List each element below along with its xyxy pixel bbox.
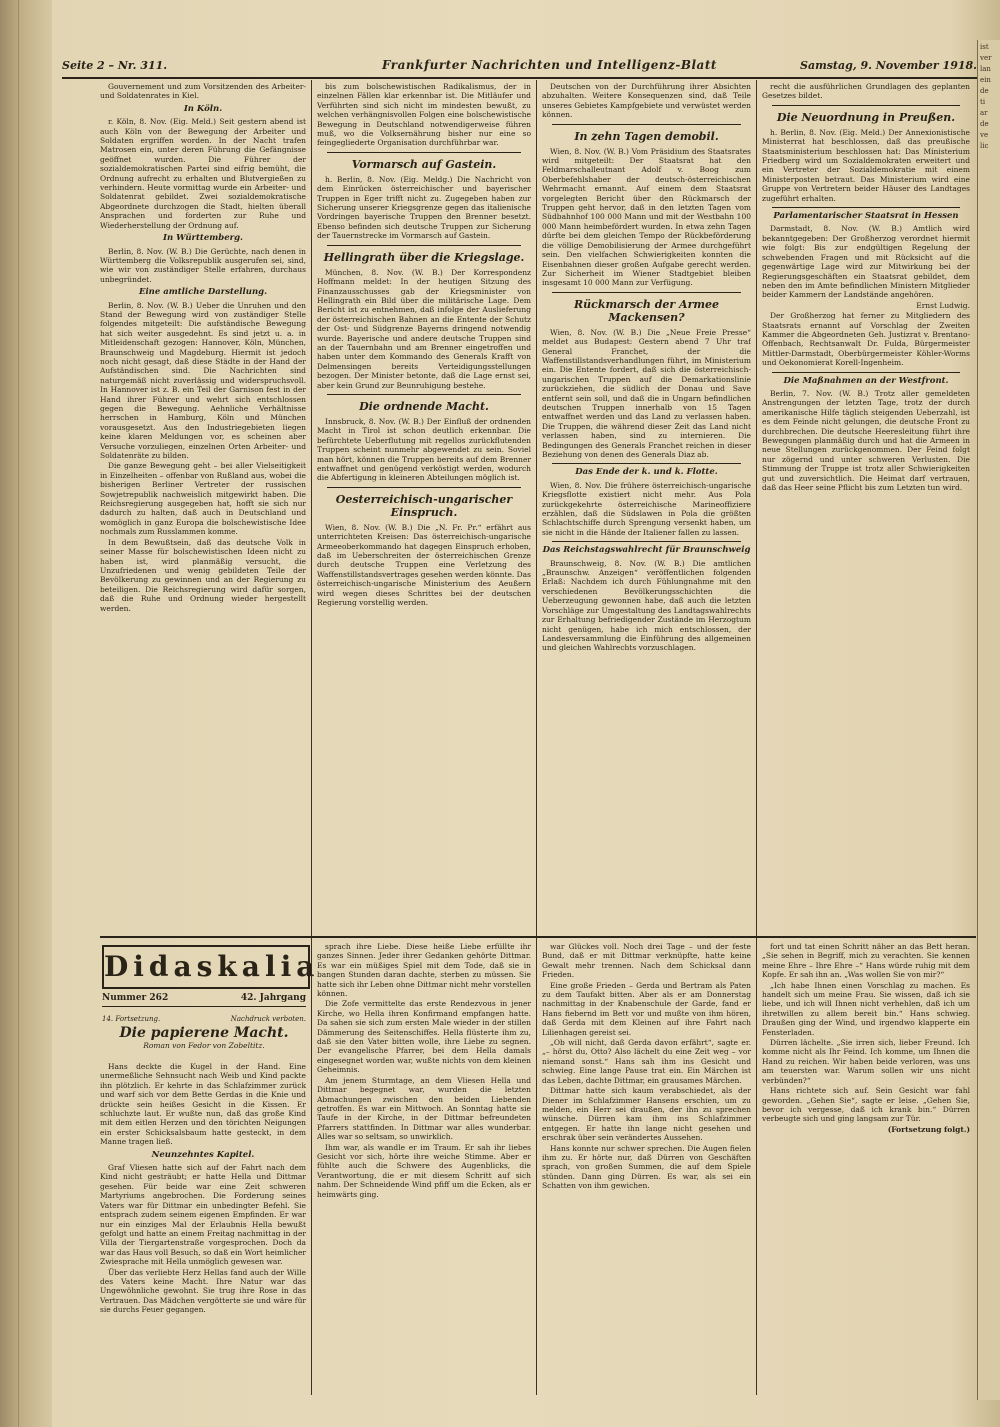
continuation-notice: (Fortsetzung folgt.) [887, 1124, 970, 1134]
article-text: Innsbruck, 8. Nov. (W. B.) Der Einfluß der ordnenden Macht in Tirol ist schon deutlich erkennbar. Die befürchtete Ueberflutung mit regellos zurückflutenden Truppen scheint nunmehr abgewendet zu sein. Soviel man hört, können die Truppen bereits auf dem Brenner entwaffnet und genügend verköstigt werden, wodurch die Abfertigung in kleineren Abteilungen möglich ist. [317, 416, 531, 483]
article-headline: In Württemberg. [163, 233, 243, 244]
article-text: h. Berlin, 8. Nov. (Eig. Meldg.) Die Nachricht von dem Einrücken österreichischer und bayerischer Truppen in Eger trifft nicht zu. Zugegeben haben zur Sicherung unserer Kriegsgrenze gegen das italienische Vordringen bayerische Truppen den Brenner besetzt. Ebenso befinden sich deutsche Truppen zur Sicherung der Tauernstrecke im Vormarsch auf Gastein. [317, 174, 531, 241]
page-number: Seite 2 – Nr. 311. [62, 59, 168, 72]
novel-text: Dürren lächelte. „Sie irren sich, lieber Freund. Ich komme nicht als Ihr Feind. Ich komme, um Ihnen die Hand zu reichen. Wir haben beide verloren, was uns am teuersten war. Warum sollen wir uns nicht verbünden?“ [762, 1038, 970, 1085]
signature-line: Ernst Ludwig. [916, 300, 970, 310]
article-text: Der Großherzog hat ferner zu Mitgliedern des Staatsrats ernannt auf Vorschlag der Zweiten Kammer die Abgeordneten Geh. Justizrat v. Brentano-Offenbach, Rechtsanwalt Dr. Fulda, Bürgermeister Mittler-Darmstadt, Oberbürgermeister Köhler-Worms und Oekonomierat Korell-Ingenheim. [762, 311, 970, 368]
page-header [62, 55, 977, 79]
article-text: Die ganze Bewegung geht – bei aller Vielseitigkeit in Einzelheiten – offenbar von Rußland aus, wobei die bisherigen Berliner Vertreter der russischen Sowjetrepublik nachweislich mitgewirkt haben. Die Reichsregierung ausgegeben hat, hofft sie sich nur dadurch zu halten, daß auch in Deutschland und womöglich in ganz Europa die bolschewistische Idee nochmals zum Russlammen komme. [100, 461, 306, 537]
article-separator [772, 207, 960, 208]
novel-text: Hans deckte die Kugel in der Hand. Eine unermeßliche Sehnsucht nach Weib und Kind packte ihn plötzlich. Er kehrte in das Schlafzimmer zurück und warf sich vor dem Bette Gerdas in die Knie und drückte sein heißes Gesicht in die Kissen. Er schluchzte laut. Er wußte nun, daß das große Kind mit dem eitlen Herzen und den törichten Neigungen ein erster Schicksalsbaum hatte gesteckt, in dem Manne tragen ließ. [100, 1062, 306, 1147]
article-text: Berlin, 8. Nov. (W. B.) Die Gerüchte, nach denen in Württemberg die Volksrepublik ausgerufen sei, sind, wie wir von zuständiger Stelle erfahren, durchaus unbegründet. [100, 246, 306, 284]
article-headline: In zehn Tagen demobil. [574, 129, 719, 143]
novel-text: Ihm war, als wandle er im Traum. Er sah ihr liebes Gesicht vor sich, hörte ihre weiche Stimme. Aber er fühlte auch die Schwere des Augenblicks, die Verantwortung, die er mit diesem Schritt auf sich nahm. Der Schneidende Wind pfiff um die Ecken, als er heimwärts ging. [317, 1142, 531, 1199]
newspaper-title: Frankfurter Nachrichten und Intelligenz-Blatt [382, 58, 717, 72]
article-text: Gouvernement und zum Vorsitzenden des Arbeiter- und Soldatenrates in Kiel. [100, 82, 306, 101]
novel-title: Die papierene Macht. [119, 1025, 289, 1041]
adjacent-page-strip [977, 40, 1000, 1400]
feuilleton-column-1 [100, 1062, 306, 1402]
novel-text: fort und tat einen Schritt näher an das Bett heran. „Sie sehen in Begriff, mich zu verachten. Sie kennen meine Ehre – Ihre Ehre –“ Hans würde ruhig mit dem Kopfe. Er sah ihn an. „Was wollen Sie von mir?“ [762, 942, 970, 980]
article-text: h. Berlin, 8. Nov. (Eig. Meld.) Der Annexionistische Ministerrat hat beschlossen, daß das preußische Staatsministerium beschlossen hat: Das Ministerium Friedberg wird um Sozialdemokraten erweitert und ein Vertreter der Sozialdemokratie mit einem Ministerposten betraut. Das Ministerium wird eine Gruppe von Vertretern beider Häuser des Landtages zugeführt erhalten. [762, 127, 970, 203]
article-headline: Die Neuordnung in Preußen. [776, 110, 956, 124]
feuilleton-divider [100, 936, 976, 938]
article-separator [327, 152, 521, 153]
novel-author: Roman von Fedor von Zobeltitz. [143, 1041, 265, 1050]
article-text: recht die ausführlichen Grundlagen des geplanten Gesetzes bildet. [762, 82, 970, 101]
novel-text: Die Zofe vermittelte das erste Rendezvous in jener Kirche, wo Hella ihren Konfirmand empfangen hatte. Da sahen sie sich zum ersten Male wieder in der stillen Dämmerung des Seitenschiffes. Hella flüsterte ihm zu, daß sie den Vater bitten wolle, ihre Liebe zu segnen. Der evangelische Pfarrer, bei dem Hella damals eingesegnet worden war, wußte nichts von dem kleinen Geheimnis. [317, 999, 531, 1075]
article-separator [772, 372, 960, 373]
strip-fragment: ve [980, 131, 989, 139]
serial-meta [102, 1015, 306, 1023]
feuilleton-column-4 [762, 942, 970, 1400]
novel-text: „Ob will nicht, daß Gerda davon erfährt“, sagte er. „– hörst du, Otto? Also lächelt du eine Zeit weg – vor niemand sonst.“ Hans sah ihm ins Gesicht und schwieg. Eine lange Pause trat ein. Ein Märchen ist das Leben, dachte Dittmar, ein grausames Märchen. [542, 1038, 751, 1085]
article-text: bis zum bolschewistischen Radikalismus, der in einzelnen Fällen klar erkennbar ist. Die Mitläufer und Verführten sind sich nicht im mindesten bewußt, zu welchen verhängnisvollen Folgen eine bolschewistische Bewegung in Deutschland notwendigerweise führen muß, wo die Volksernährung bisher nur eine so feingegliederte Organisation durchführbar war. [317, 82, 531, 148]
strip-fragment: de [980, 120, 989, 128]
article-separator [327, 394, 521, 395]
article-text: Wien, 8. Nov. (W. B.) Die „N. Fr. Pr.“ erfährt aus unterrichteten Kreisen: Das österreichisch-ungarische Armeeoberkommando hat dagegen Einspruch erhoben, daß im Ueberschreiten der österreichischen Grenze durch deutsche Truppen eine Verletzung des Waffenstillstandsvertrages gesehen werden könnte. Das österreichisch-ungarische Ministerium des Aeußern wird wegen dieses Schrittes bei der deutschen Regierung vorstellig werden. [317, 522, 531, 608]
novel-text: Über das verliebte Herz Hellas fand auch der Wille des Vaters keine Macht. Ihre Natur war das Ungewöhnliche gewohnt. Sie trug ihre Rose in das Vertrauen. Das Mädchen vergötterte sie und wäre für sie durchs Feuer gegangen. [100, 1267, 306, 1315]
strip-fragment: ein [980, 76, 991, 84]
novel-text: „Ich habe Ihnen einen Vorschlag zu machen. Es handelt sich um meine Frau. Sie wissen, daß ich sie liebe, und ich will Ihnen nicht verhehlen, daß ich um ihretwillen zu allem bereit bin.“ Hans schwieg. Draußen ging der Wind, und irgendwo klapperte ein Fensterladen. [762, 980, 970, 1037]
article-separator [552, 541, 741, 542]
novel-text: Hans richtete sich auf. Sein Gesicht war fahl geworden. „Gehen Sie“, sagte er leise. „Gehen Sie, bevor ich vergesse, daß ich krank bin.“ Dürren verbeugte sich und ging langsam zur Tür. [762, 1086, 970, 1124]
strip-fragment: lic [980, 142, 989, 150]
article-text: Darmstadt, 8. Nov. (W. B.) Amtlich wird bekanntgegeben: Der Großherzog verordnet hiermit wie folgt: Bis zur endgültigen Regelung der schwebenden Fragen und mit Rücksicht auf die gegenwärtige Lage wird zur Mitwirkung bei der Regierungsgeschäften ein Staatsrat gebildet, dem neben den im Amte befindlichen Ministern Mitglieder beider Kammern der Landstände angehören. [762, 224, 970, 300]
novel-text: Graf Vliesen hatte sich auf der Fahrt nach dem Kind nicht gesträubt; er hatte Hella und Dittmar gesehen. Für beide war eine Zeit schweren Martyriums angebrochen. Die Forderung seines Vaters war für Dittmar ein unbedingter Befehl. Sie entsprach zudem seinem eigenen Empfinden. Er war nur ein einziges Mal der Erlaubnis Hella bewußt gefolgt und hatte an einem Freitag nachmittag in der Villa der Tiergartenstraße vorgesprochen. Doch da war das Haus voll Besuch, so daß ein Wort heimlicher Zwiesprache mit Hella unmöglich gewesen war. [100, 1163, 306, 1267]
news-column-4 [762, 82, 970, 932]
article-headline: Parlamentarischer Staatsrat in Hessen [773, 211, 959, 222]
serial-novel-header [102, 1015, 306, 1050]
column-rule [311, 80, 312, 940]
article-separator [552, 292, 741, 293]
novel-text: war Glückes voll. Noch drei Tage – und der feste Bund, daß er mit Dittmar verknüpfte, hatte keine Gewalt mehr trennen. Nach dem Schicksal dann Frieden. [542, 942, 751, 980]
column-rule [311, 940, 312, 1395]
article-headline: Die ordnende Macht. [359, 399, 489, 413]
column-rule [536, 940, 537, 1395]
issue-date: Samstag, 9. November 1918. [800, 59, 977, 72]
article-separator [552, 124, 741, 125]
article-separator [552, 463, 741, 464]
feuilleton-column-3 [542, 942, 751, 1400]
article-text: Wien, 8. Nov. (W. B.) Die „Neue Freie Presse“ meldet aus Budapest: Gestern abend 7 Uhr traf General Franchet, der die Waffenstillstandsverhandlungen führt, im Ministerium ein. Die Entente fordert, daß sich die österreichisch-ungarischen Truppen auf die Demarkationslinie zurückziehen, die südlich der Donau und Save entfernt sein soll, und daß die in Ungarn befindlichen deutschen Truppen innerhalb von 15 Tagen entwaffnet werden und das Land zu verlassen haben. Die Truppen, die während dieser Zeit das Land nicht verlassen haben, sind zu internieren. Die Bedingungen des Generals Franchet reichen in dieser Beziehung von denen des Generals Diaz ab. [542, 327, 751, 459]
article-text: Braunschweig, 8. Nov. (W. B.) Die amtlichen „Braunschw. Anzeigen“ veröffentlichen folgenden Erlaß: Nachdem ich durch Fühlungnahme mit den verschiedenen Bevölkerungsschichten die Ueberzeugung gewonnen habe, daß auch die letzten Vorschläge zur Umgestaltung des Landtagswahlrechts zur Erhaltung befriedigender Zustände im Herzogtum nicht genügen, habe ich mich entschlossen, der Landesversammlung die Einführung des allgemeinen und gleichen Wahlrechts vorzuschlagen. [542, 558, 751, 653]
article-text: München, 8. Nov. (W. B.) Der Korrespondenz Hoffmann meldet: In der heutigen Sitzung des Finanzausschusses gab der Kriegsminister von Hellingrath ein Bild über die militärische Lage. Dem Bericht ist zu entnehmen, daß infolge der Auslieferung der österreichischen Bahnen an die Entente der Schutz der Ost- und Südgrenze Bayerns dringend notwendig wurde. Bayerische und andere deutsche Truppen sind an der Tauernbahn und am Brenner eingetroffen und haben unter dem Kommando des Generals Krafft von Delmensingen bereits Verteidigungsstellungen bezogen. Der Minister betonte, daß die Lage ernst sei, aber kein Grund zur Beunruhigung bestehe. [317, 267, 531, 390]
article-separator [327, 487, 521, 488]
article-headline: Vormarsch auf Gastein. [351, 157, 497, 171]
reprint-notice: Nachdruck verboten. [230, 1015, 306, 1023]
chapter-heading: Neunzehntes Kapitel. [151, 1149, 255, 1160]
novel-text: Hans konnte nur schwer sprechen. Die Augen fielen ihm zu. Er hörte nur, daß Dürren von Geschäften sprach, von großen Summen, die auf dem Spiele stünden. Dann ging Dürren. Es war, als sei ein Schatten von ihm gewichen. [542, 1143, 751, 1191]
issue-number: Nummer 262 [102, 993, 169, 1003]
novel-text: Eine große Frieden – Gerda und Bertram als Paten zu dem Taufakt bitten. Aber als er am Donnerstag nachmittag in der Knabenschule der Garde, fand er Hans fiebernd im Bett vor und mußte von ihm hören, daß Gerda mit dem Kleinen auf ihre Fahrt nach Lilienhagen gereist sei. [542, 980, 751, 1037]
article-headline: Hellingrath über die Kriegslage. [323, 250, 525, 264]
binding-spine [0, 0, 52, 1427]
article-headline: Das Reichstagswahlrecht für Braunschweig [542, 545, 751, 556]
strip-fragment: ar [980, 109, 988, 117]
novel-text: Am jenem Sturmtage, an dem Vliesen Hella und Dittmar begegnet war, wurden die letzten Abmachungen zwischen den beiden Liebenden getroffen. Es war ein Mittwoch. An Sonntag hatte sie Taufe in der Kirche, in der Dittmar befreundeten Pfarrers stattfinden. In Dittmar war alles wunderbar. Alles war so seltsam, so unwirklich. [317, 1075, 531, 1142]
installment-label: 14. Fortsetzung. [102, 1015, 161, 1023]
didaskalia-masthead [102, 945, 320, 989]
volume-year: 42. Jahrgang [240, 993, 306, 1003]
article-headline: Oesterreichisch-ungarischer Einspruch. [335, 492, 513, 519]
article-headline: Eine amtliche Darstellung. [138, 287, 268, 298]
article-text: In dem Bewußtsein, daß das deutsche Volk in seiner Masse für bolschewistischen Ideen nicht zu haben ist, wird planmäßig versucht, die Unzufriedenen und wenig gebildeten Teile der Bevölkerung zu gewinnen und an der Regierung zu beteiligen. Die Reichsregierung wird dafür sorgen, daß die Ruhe und Ordnung wieder hergestellt werden. [100, 537, 306, 613]
feuilleton-issue-info [102, 993, 306, 1007]
column-rule [756, 940, 757, 1395]
novel-text: sprach ihre Liebe. Diese heiße Liebe erfüllte ihr ganzes Sinnen. Jeder ihrer Gedanken gehörte Dittmar. Es war ein müßiges Spiel mit dem Tode, daß sie in bangen Stunden daran dachte, sterben zu müssen. Sie hatte sich ihr Leben ohne Dittmar nicht mehr vorstellen können. [317, 942, 531, 999]
feuilleton-column-2 [317, 942, 531, 1400]
article-headline: Die Maßnahmen an der Westfront. [783, 375, 949, 386]
news-column-1 [100, 82, 306, 932]
masthead-title: Didaskalia [104, 950, 320, 983]
article-text: Deutschen von der Durchführung ihrer Absichten abzuhalten. Weitere Konsequenzen sind, daß Teile unseres Gebietes Kampfgebiete und verwüstet werden können. [542, 82, 751, 120]
column-rule [756, 80, 757, 940]
strip-fragment: ver [980, 54, 992, 62]
strip-fragment: lan [980, 65, 991, 73]
strip-fragment: de [980, 87, 989, 95]
article-text: Berlin, 7. Nov. (W. B.) Trotz aller gemeldeten Anstrengungen der letzten Tage, trotz der durch amerikanische Hilfe täglich steigenden Ueberzahl, ist es dem Feinde nicht gelungen, die deutsche Front zu durchbrechen. Die deutsche Heeresleitung führt ihre Bewegungen planmäßig durch und hat die Armeen in neue Stellungen zurückgenommen. Der Feind folgt nur zögernd und unter schweren Verlusten. Die Stimmung der Truppe ist trotz aller Schwierigkeiten gut und zuversichtlich. Die Heimat darf vertrauen, daß das Heer seine Pflicht bis zum Letzten tun wird. [762, 388, 970, 493]
article-text: Wien, 8. Nov. Die frühere österreichisch-ungarische Kriegsflotte existiert nicht mehr. Aus Pola zurückgekehrte österreichische Marineoffiziere erzählen, daß die Südslawen in Pola die größten Schlachtschiffe durch Sprengung versenkt haben, um sie nicht in die Hände der Italiener fallen zu lassen. [542, 480, 751, 537]
article-headline: Das Ende der k. und k. Flotte. [575, 467, 718, 478]
news-column-2 [317, 82, 531, 932]
strip-fragment: ti [980, 98, 986, 106]
novel-text: Dittmar hatte sich kaum verabschiedet, als der Diener im Schlafzimmer Hansens erschien, um zu melden, ein Herr sei draußen, der ihn zu sprechen wünsche. Dürren kam ihm ins Schlafzimmer entgegen. Er hatte ihn lange nicht gesehen und erschrak über sein verändertes Aussehen. [542, 1086, 751, 1143]
column-rule [536, 80, 537, 940]
article-text: Berlin, 8. Nov. (W. B.) Ueber die Unruhen und den Stand der Bewegung wird von zuständiger Stelle folgendes mitgeteilt: Die aufständische Bewegung hat sich weiter ausgedehnt. Es sind jetzt u. a. in Mitleidenschaft gezogen: Hannover, Köln, München, Braunschweig und Magdeburg. Hiermit ist jedoch noch nicht gesagt, daß diese Städte in der Hand der Aufständischen sind. Die Nachrichten sind naturgemäß nicht zuverlässig und widerspruchsvoll. In Hannover ist z. B. ein Teil der Garnison fest in der Hand ihrer Führer und wehrt sich entschlossen gegen die Bewegung. Aehnliche Verhältnisse herrschen in Hamburg, Köln und München vorausgesetzt. Aus den Industriegebieten liegen keine klaren Meldungen vor, es scheinen aber Versuche vorzuliegen, einzelnen Orten Arbeiter- und Soldatenräte zu bilden. [100, 300, 306, 461]
strip-fragment: ist [980, 43, 989, 51]
article-text: r. Köln, 8. Nov. (Eig. Meld.) Seit gestern abend ist auch Köln von der Bewegung der Arbeiter und Soldaten ergriffen worden. In der Nacht trafen Matrosen ein, unter deren Führung die Gefängnisse geöffnet wurden. Die Führer der sozialdemokratischen Partei sind eifrig bemüht, die Ordnung aufrecht zu erhalten und Blutvergießen zu verhindern. Heute vormittag wurde ein Arbeiter- und Soldatenrat gebildet. Zwei sozialdemokratische Abgeordnete durchzogen die Stadt, hielten überall Ansprachen und forderten zur Ruhe und Wiederherstellung der Ordnung auf. [100, 117, 306, 230]
article-separator [772, 105, 960, 106]
news-column-3 [542, 82, 751, 932]
article-text: Wien, 8. Nov. (W. B.) Vom Präsidium des Staatsrates wird mitgeteilt: Der Staatsrat hat den Feldmarschalleutnant Adolf v. Boog zum Oberbefehlshaber der deutsch-österreichischen Wehrmacht ernannt. Auf einem dem Staatsrat vorgelegten Bericht über den Rückmarsch der Truppen geht hervor, daß in den letzten Tagen vom Südbahnhof 100 000 Mann und mit der Westbahn 100 000 Mann heimbefördert wurden. In etwa zehn Tagen dürfte bei dem gleichen Tempo der Rückbeförderung die völlige Demobilisierung der Armee durchgeführt sein. Den vielfachen Schwierigkeiten konnten die Eisenbahnen dieser großen Aufgabe gerecht werden. Zur Sicherheit im Wiener Stadtgebiet bleiben insgesamt 10 000 Mann zur Verfügung. [542, 146, 751, 288]
article-headline: Rückmarsch der Armee Mackensen? [573, 297, 720, 324]
article-headline: In Köln. [183, 103, 223, 114]
article-separator [327, 245, 521, 246]
